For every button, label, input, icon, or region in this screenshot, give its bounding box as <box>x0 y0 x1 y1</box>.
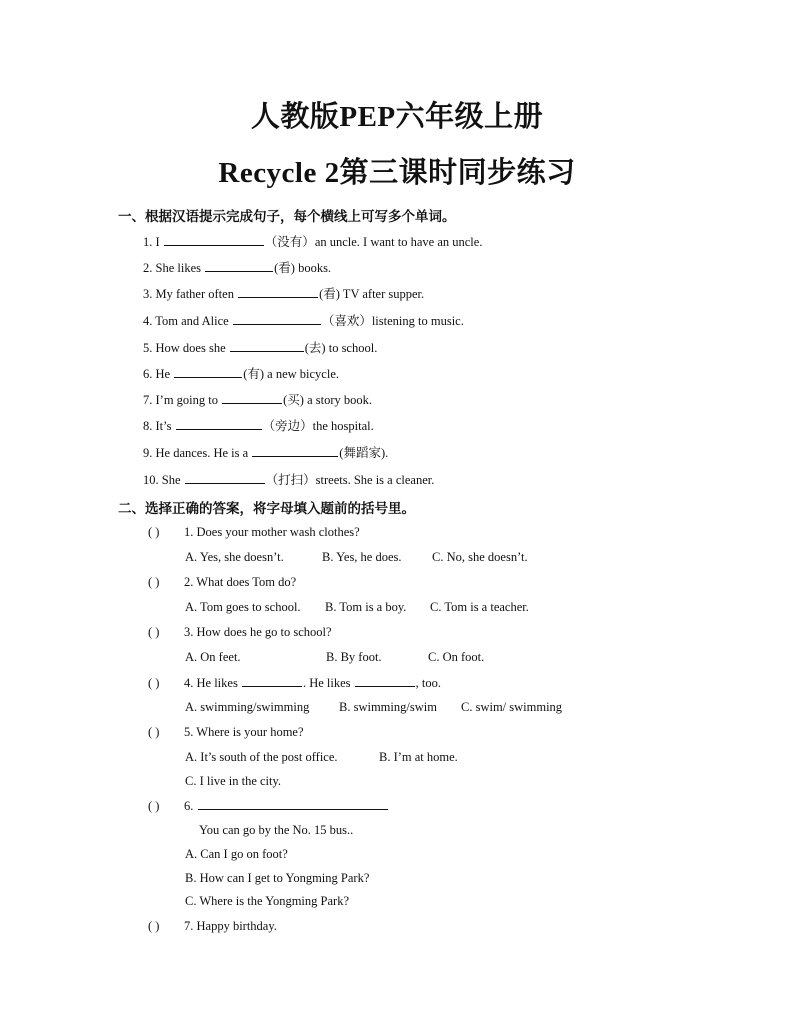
s1-item-7: 7. I’m going to (买) a story book. <box>143 393 373 407</box>
title-line-1: 人教版PEP六年级上册 <box>250 101 544 133</box>
s1-item-9: 9. He dances. He is a (舞蹈家). <box>143 446 389 460</box>
s1-item-5: 5. How does she (去) to school. <box>143 341 378 355</box>
answer-blank[interactable] <box>222 391 282 404</box>
s2-question-4: ( ) 4. He likes . He likes , too. <box>148 676 441 690</box>
answer-paren[interactable]: ( ) <box>148 575 160 589</box>
answer-blank[interactable] <box>198 797 388 810</box>
answer-blank[interactable] <box>230 339 304 352</box>
section-1-heading: 一、根据汉语提示完成句子，每个横线上可写多个单词。 <box>118 209 456 225</box>
s2-q6-option-c: C. Where is the Yongming Park? <box>185 894 349 908</box>
s2-q6-option-a: A. Can I go on foot? <box>185 847 288 861</box>
s2-q2-options: A. Tom goes to school. B. Tom is a boy. C. Tom is a teacher. <box>185 600 529 614</box>
answer-paren[interactable]: ( ) <box>148 919 160 933</box>
s1-item-1: 1. I （没有）an uncle. I want to have an uncle. <box>143 235 483 249</box>
s1-item-3: 3. My father often (看) TV after supper. <box>143 287 425 301</box>
s2-question-6: ( ) 6. <box>148 797 389 814</box>
s2-question-5: ( ) 5. Where is your home? <box>148 725 304 739</box>
answer-paren[interactable]: ( ) <box>148 799 160 813</box>
answer-blank[interactable] <box>205 259 273 272</box>
s2-q1-options: A. Yes, she doesn’t. B. Yes, he does. C. No, she doesn’t. <box>185 550 528 564</box>
answer-blank[interactable] <box>185 471 265 484</box>
s1-item-10: 10. She （打扫）streets. She is a cleaner. <box>143 473 435 487</box>
s2-q3-options: A. On feet. B. By foot. C. On foot. <box>185 650 485 664</box>
s2-question-7: ( ) 7. Happy birthday. <box>148 919 277 933</box>
s2-question-1: ( ) 1. Does your mother wash clothes? <box>148 525 360 539</box>
s1-item-6: 6. He (有) a new bicycle. <box>143 367 339 381</box>
answer-blank[interactable] <box>355 674 415 687</box>
answer-blank[interactable] <box>242 674 302 687</box>
answer-blank[interactable] <box>164 233 264 246</box>
answer-blank[interactable] <box>174 365 242 378</box>
answer-paren[interactable]: ( ) <box>148 725 160 739</box>
s1-item-2: 2. She likes (看) books. <box>143 261 332 275</box>
s1-item-4: 4. Tom and Alice （喜欢）listening to music. <box>143 314 464 328</box>
answer-paren[interactable]: ( ) <box>148 525 160 539</box>
answer-blank[interactable] <box>176 417 262 430</box>
answer-paren[interactable]: ( ) <box>148 625 160 639</box>
title-line-2: Recycle 2第三课时同步练习 <box>218 157 576 189</box>
section-2-heading: 二、选择正确的答案，将字母填入题前的括号里。 <box>118 501 415 517</box>
answer-paren[interactable]: ( ) <box>148 676 160 690</box>
s2-q5-option-c: C. I live in the city. <box>185 774 282 788</box>
s2-question-2: ( ) 2. What does Tom do? <box>148 575 297 589</box>
s2-q4-options: A. swimming/swimming B. swimming/swim C. swim/ swimming <box>185 700 563 714</box>
s2-q5-options-ab: A. It’s south of the post office. B. I’m at home. <box>185 750 458 764</box>
s2-q6-reply: You can go by the No. 15 bus.. <box>199 823 354 837</box>
answer-blank[interactable] <box>238 285 318 298</box>
s2-question-3: ( ) 3. How does he go to school? <box>148 625 332 639</box>
answer-blank[interactable] <box>252 444 338 457</box>
s2-q6-option-b: B. How can I get to Yongming Park? <box>185 871 370 885</box>
s1-item-8: 8. It’s （旁边）the hospital. <box>143 419 374 433</box>
answer-blank[interactable] <box>233 312 321 325</box>
